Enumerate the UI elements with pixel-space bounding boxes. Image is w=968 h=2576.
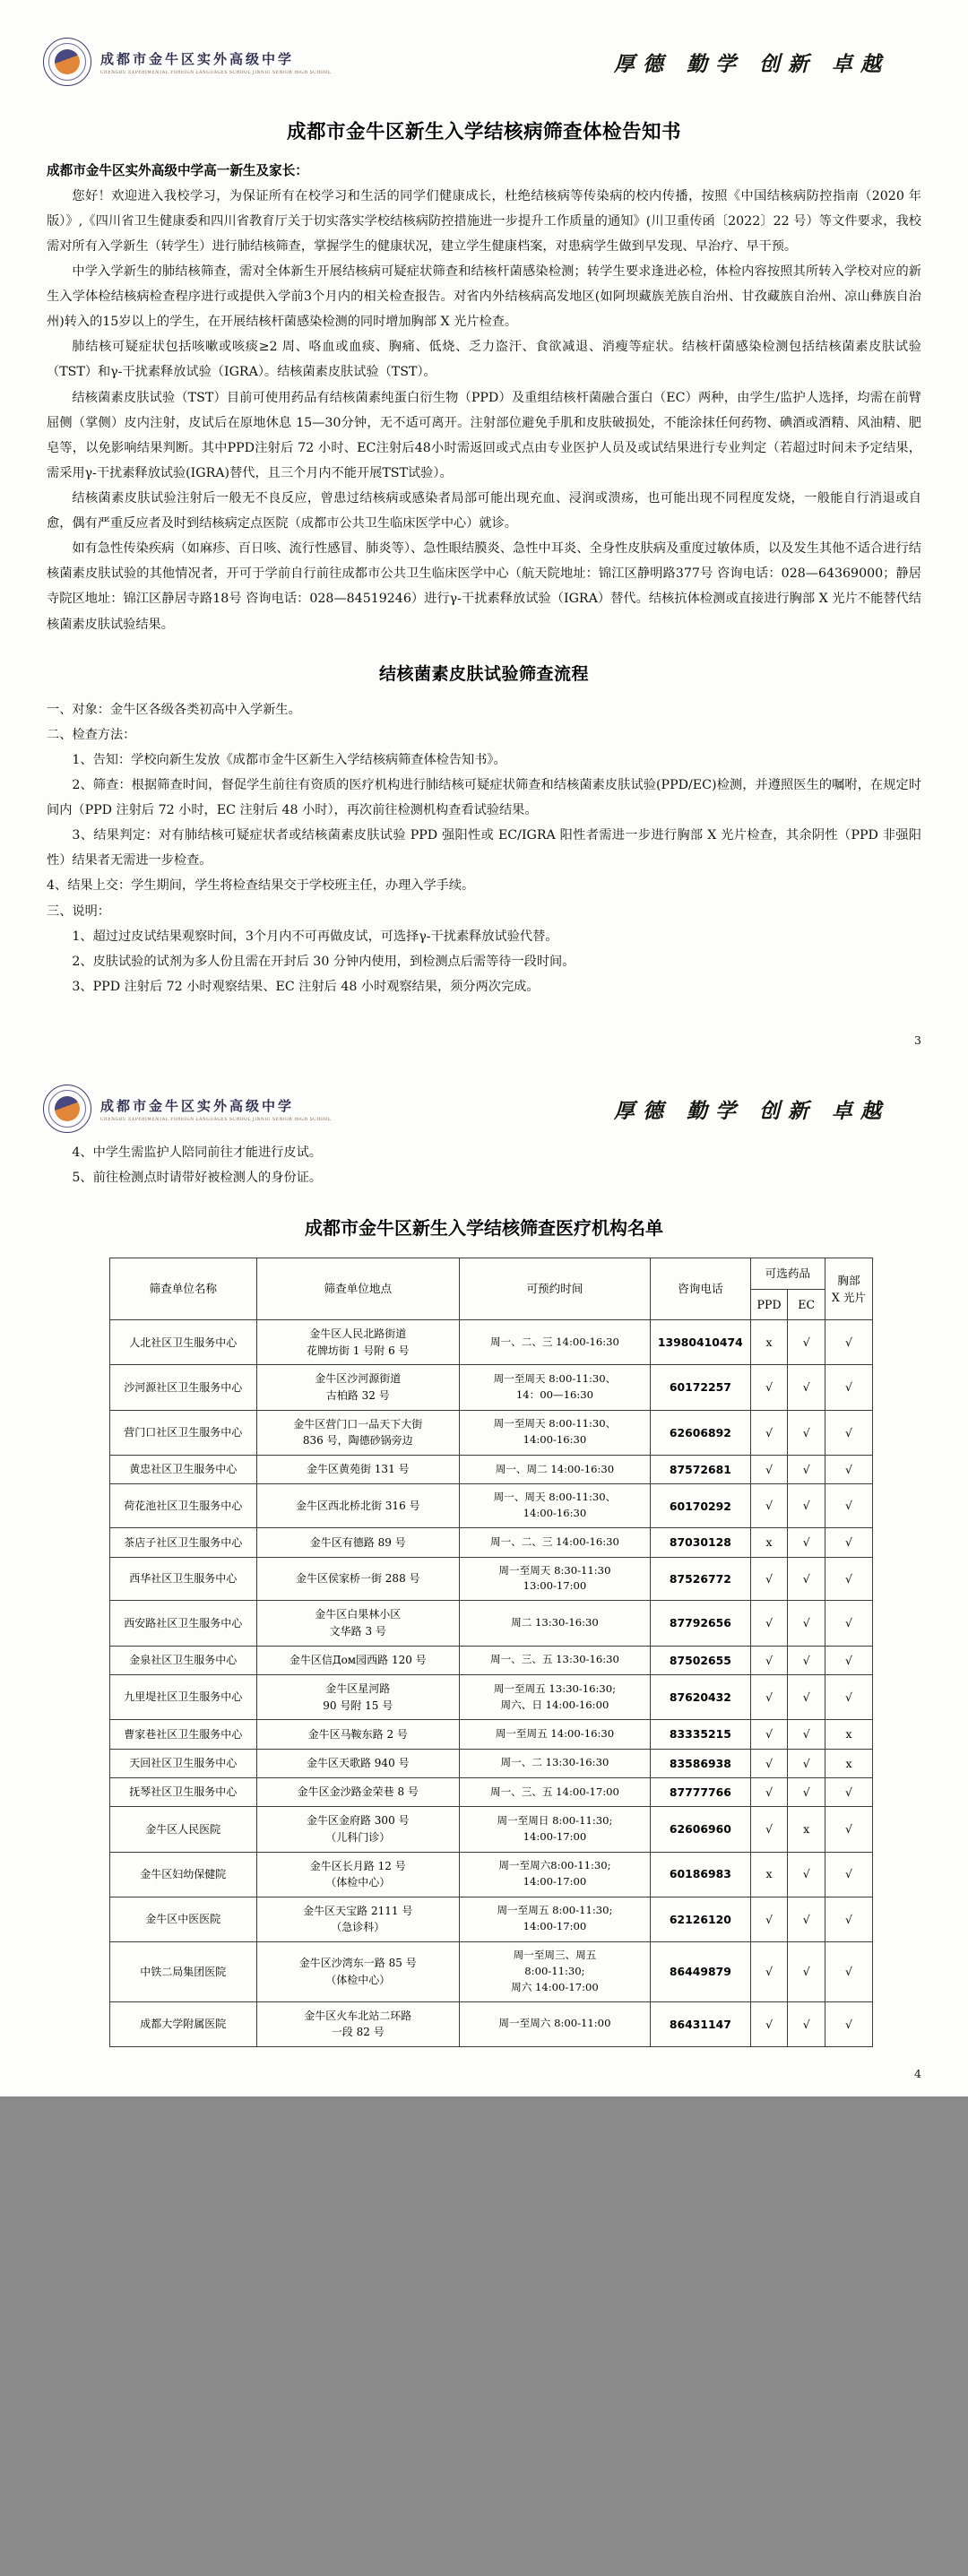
process-section-title: 结核菌素皮肤试验筛查流程 <box>378 663 589 684</box>
cell-xray-available: √ <box>825 1365 872 1410</box>
cell-institution-name: 金牛区中医医院 <box>110 1897 257 1941</box>
cell-ppd-available: √ <box>750 1410 788 1455</box>
table-row <box>110 1557 873 1601</box>
school-motto: 厚德 勤学 创新 卓越 <box>613 51 889 76</box>
paragraph-2: 中学入学新生的肺结核筛查，需对全体新生开展结核病可疑症状筛查和结核杆菌感染检测；转学生要求逢进必检，体检内容按照其所转入学校对应的新生入学体检结核病检查程序进行或提供入学前3个月内的相关检查报告。对省内外结核病高发地区(如阿坝藏族羌族自治州、甘孜藏族自治州、凉山彝族自治州)转入的15岁以上的学生，在开展结核杆菌感染检测的同时增加胸部 X 光片检查。 <box>47 264 921 330</box>
school-logo <box>43 38 332 86</box>
cell-available-time: 周一、三、五 13:30-16:30 <box>459 1646 650 1674</box>
process-item-2: 二、检查方法： <box>47 727 136 742</box>
page-1 <box>0 0 968 1047</box>
cell-xray-available: √ <box>825 1320 872 1365</box>
school-name-block <box>100 49 332 75</box>
cell-xray-available: √ <box>825 1646 872 1674</box>
cell-institution-name: 天回社区卫生服务中心 <box>110 1749 257 1777</box>
cell-ppd-available: √ <box>750 1484 788 1528</box>
cell-phone: 87777766 <box>651 1777 751 1806</box>
cell-institution-name: 抚琴社区卫生服务中心 <box>110 1777 257 1806</box>
cell-available-time: 周一至周日 8:00-11:30; 14:00-17:00 <box>459 1807 650 1852</box>
table-row <box>110 1410 873 1455</box>
cell-institution-address: 金牛区黄苑街 131 号 <box>256 1455 459 1483</box>
cell-phone: 87502655 <box>651 1646 751 1674</box>
cell-institution-address: 金牛区营门口一品天下大街 836 号，陶德砂锅旁边 <box>256 1410 459 1455</box>
paragraph-4: 结核菌素皮肤试验（TST）目前可使用药品有结核菌素纯蛋白衍生物（PPD）及重组结核杆菌融合蛋白（EC）两种，由学生/监护人选择，均需在前臂屈侧（掌侧）皮内注射，皮试后在原地休息 15—30分钟，无不适可离开。注射部位避免手肌和皮肤破损处，不能涂抹任何药物、碘酒或酒精、风油精、肥皂等，以免影响结果判断。其中PPD注射后 72 小时、EC注射后48小时需返回或式点由专业医护人员及或试结果进行专业判定（若超过时间未予定结果，需采用γ-干扰素释放试验(IGRA)替代，且三个月内不能开展TST试验）。 <box>47 390 921 480</box>
cell-available-time: 周一至周五 13:30-16:30; 周六、日 14:00-16:00 <box>459 1675 650 1720</box>
table-row <box>110 1897 873 1941</box>
page1-body <box>0 159 968 637</box>
letterhead <box>0 0 968 93</box>
process-item-4: 2、筛查：根据筛查时间，督促学生前往有资质的医疗机构进行肺结核可疑症状筛查和结核菌素皮肤试验(PPD/EC)检测，并遵照医生的嘱咐，在规定时间内（PPD 注射后 72 小时，EC 注射后 48 小时），再次前往检测机构查看试验结果。 <box>47 778 921 818</box>
cell-institution-name: 营门口社区卫生服务中心 <box>110 1410 257 1455</box>
school-name-en: CHENGDU EXPERIMENTAL FOREIGN LANGUAGES SCHOOL JINNIU SENIOR HIGH SCHOOL <box>100 70 332 75</box>
cell-institution-address: 金牛区沙湾东一路 85 号 （体检中心） <box>256 1941 459 2001</box>
cell-ppd-available: √ <box>750 1897 788 1941</box>
cell-xray-available: √ <box>825 1941 872 2001</box>
cell-xray-available: √ <box>825 1807 872 1852</box>
cell-institution-name: 荷花池社区卫生服务中心 <box>110 1484 257 1528</box>
note-item-4: 4、中学生需监护人陪同前往才能进行皮试。 <box>72 1145 322 1160</box>
cell-institution-address: 金牛区沙河源街道 古柏路 32 号 <box>256 1365 459 1410</box>
cell-institution-name: 人北社区卫生服务中心 <box>110 1320 257 1365</box>
cell-institution-address: 金牛区马鞍东路 2 号 <box>256 1720 459 1749</box>
process-item-10: 3、PPD 注射后 72 小时观察结果、EC 注射后 48 小时观察结果，须分两次完成。 <box>72 979 540 994</box>
cell-phone: 86431147 <box>651 2001 751 2046</box>
school-motto-page2: 厚德 勤学 创新 卓越 <box>613 1098 889 1123</box>
cell-phone: 83335215 <box>651 1720 751 1749</box>
cell-xray-available: √ <box>825 1410 872 1455</box>
table-row <box>110 1601 873 1646</box>
cell-phone: 62606892 <box>651 1410 751 1455</box>
cell-ec-available: √ <box>788 1484 825 1528</box>
cell-xray-available: √ <box>825 1675 872 1720</box>
cell-ppd-available: x <box>750 1528 788 1557</box>
th-xray-line1: 胸部 <box>837 1273 860 1287</box>
cell-institution-address: 金牛区火车北站二环路 一段 82 号 <box>256 2001 459 2046</box>
seal-inner-emblem-page2 <box>55 1096 80 1121</box>
school-name-cn-page2: 成都市金牛区实外高级中学 <box>100 1097 295 1114</box>
table-row <box>110 1807 873 1852</box>
cell-ppd-available: √ <box>750 1646 788 1674</box>
cell-available-time: 周一至周天 8:30-11:30 13:00-17:00 <box>459 1557 650 1601</box>
cell-institution-name: 黄忠社区卫生服务中心 <box>110 1455 257 1483</box>
cell-xray-available: √ <box>825 1484 872 1528</box>
cell-institution-name: 金牛区妇幼保健院 <box>110 1852 257 1897</box>
cell-institution-address: 金牛区西北桥北街 316 号 <box>256 1484 459 1528</box>
th-drug-group: 可选药品 <box>750 1258 825 1290</box>
cell-institution-name: 茶店子社区卫生服务中心 <box>110 1528 257 1557</box>
cell-ppd-available: √ <box>750 2001 788 2046</box>
cell-ec-available: √ <box>788 1601 825 1646</box>
table-row <box>110 1749 873 1777</box>
process-item-9: 2、皮肤试验的试剂为多人份且需在开封后 30 分钟内使用，到检测点后需等待一段时间。 <box>72 954 575 969</box>
table-row <box>110 1720 873 1749</box>
cell-institution-address: 金牛区长月路 12 号 （体检中心） <box>256 1852 459 1897</box>
cell-available-time: 周一至周六 8:00-11:00 <box>459 2001 650 2046</box>
salutation: 成都市金牛区实外高级中学高一新生及家长： <box>47 163 308 178</box>
cell-phone: 60170292 <box>651 1484 751 1528</box>
cell-ec-available: x <box>788 1807 825 1852</box>
cell-institution-name: 沙河源社区卫生服务中心 <box>110 1365 257 1410</box>
table-row <box>110 1365 873 1410</box>
cell-ppd-available: √ <box>750 1455 788 1483</box>
cell-ec-available: √ <box>788 2001 825 2046</box>
cell-institution-address: 金牛区白果林小区 文华路 3 号 <box>256 1601 459 1646</box>
cell-institution-address: 金牛区天歌路 940 号 <box>256 1749 459 1777</box>
page-number-1: 3 <box>914 1033 921 1047</box>
cell-institution-address: 金牛区金府路 300 号 （儿科门诊） <box>256 1807 459 1852</box>
cell-ppd-available: √ <box>750 1601 788 1646</box>
process-item-6: 4、结果上交：学生期间，学生将检查结果交于学校班主任，办理入学手续。 <box>47 878 475 894</box>
table-row <box>110 1455 873 1483</box>
table-row <box>110 1852 873 1897</box>
paragraph-3: 肺结核可疑症状包括咳嗽或咳痰≥2 周、咯血或血痰、胸痛、低烧、乏力盗汗、食欲减退、消瘦等症状。结核杆菌感染检测包括结核菌素皮肤试验（TST）和γ-干扰素释放试验（IGRA）。结核菌素皮肤试验（TST）。 <box>47 340 921 380</box>
th-time: 可预约时间 <box>459 1258 650 1320</box>
cell-ppd-available: √ <box>750 1557 788 1601</box>
cell-ec-available: √ <box>788 1455 825 1483</box>
cell-phone: 86449879 <box>651 1941 751 2001</box>
cell-available-time: 周一至周五 8:00-11:30; 14:00-17:00 <box>459 1897 650 1941</box>
cell-institution-address: 金牛区有德路 89 号 <box>256 1528 459 1557</box>
cell-phone: 87526772 <box>651 1557 751 1601</box>
cell-phone: 60186983 <box>651 1852 751 1897</box>
cell-institution-name: 西华社区卫生服务中心 <box>110 1557 257 1601</box>
cell-ec-available: √ <box>788 1777 825 1806</box>
cell-institution-address: 金牛区人民北路街道 花牌坊街 1 号附 6 号 <box>256 1320 459 1365</box>
school-seal-icon <box>43 38 91 86</box>
th-name: 筛查单位名称 <box>110 1258 257 1320</box>
institution-table <box>109 1258 873 2047</box>
letterhead-page2 <box>0 1047 968 1140</box>
cell-phone: 62606960 <box>651 1807 751 1852</box>
th-tel: 咨询电话 <box>651 1258 751 1320</box>
cell-ec-available: √ <box>788 1646 825 1674</box>
cell-ec-available: √ <box>788 1852 825 1897</box>
table-row <box>110 1484 873 1528</box>
cell-institution-name: 西安路社区卫生服务中心 <box>110 1601 257 1646</box>
cell-available-time: 周一、周二 14:00-16:30 <box>459 1455 650 1483</box>
cell-ec-available: √ <box>788 1897 825 1941</box>
cell-xray-available: √ <box>825 1557 872 1601</box>
note-item-5: 5、前往检测点时请带好被检测人的身份证。 <box>72 1171 322 1186</box>
cell-xray-available: √ <box>825 1601 872 1646</box>
cell-ppd-available: x <box>750 1852 788 1897</box>
cell-ec-available: √ <box>788 1528 825 1557</box>
cell-available-time: 周一至周天 8:00-11:30、 14：00—16:30 <box>459 1365 650 1410</box>
th-xray <box>825 1258 872 1320</box>
table-row <box>110 1646 873 1674</box>
process-item-3: 1、告知：学校向新生发放《成都市金牛区新生入学结核病筛查体检告知书》。 <box>72 752 506 767</box>
table-row <box>110 1320 873 1365</box>
cell-ec-available: √ <box>788 1320 825 1365</box>
cell-ec-available: √ <box>788 1675 825 1720</box>
school-seal-icon-page2 <box>43 1085 91 1133</box>
cell-available-time: 周一至周三、周五 8:00-11:30; 周六 14:00-17:00 <box>459 1941 650 2001</box>
institution-table-wrap <box>0 1258 968 2047</box>
cell-available-time: 周一、周天 8:00-11:30、 14:00-16:30 <box>459 1484 650 1528</box>
cell-ec-available: √ <box>788 1720 825 1749</box>
school-name-block-page2 <box>100 1096 332 1122</box>
cell-institution-address: 金牛区侯家桥一街 288 号 <box>256 1557 459 1601</box>
notes-continued <box>0 1140 968 1190</box>
cell-phone: 87792656 <box>651 1601 751 1646</box>
cell-ec-available: √ <box>788 1941 825 2001</box>
process-item-5: 3、结果判定：对有肺结核可疑症状者或结核菌素皮肤试验 PPD 强阳性或 EC/IGRA 阳性者需进一步进行胸部 X 光片检查，其余阴性（PPD 非强阳性）结果者无需进一步检查。 <box>47 828 921 869</box>
cell-ppd-available: √ <box>750 1807 788 1852</box>
cell-xray-available: x <box>825 1749 872 1777</box>
cell-ppd-available: √ <box>750 1675 788 1720</box>
cell-institution-address: 金牛区金沙路金荣巷 8 号 <box>256 1777 459 1806</box>
cell-available-time: 周一、二 13:30-16:30 <box>459 1749 650 1777</box>
paragraph-6: 如有急性传染疾病（如麻疹、百日咳、流行性感冒、肺炎等）、急性眼结膜炎、急性中耳炎、全身性皮肤病及重度过敏体质，以及发生其他不适合进行结核菌素皮肤试验的其他情况者，开可于学前自行前往成都市公共卫生临床医学中心（航天院地址：锦江区静明路377号 咨询电话：028—64369000；静居寺院区地址：锦江区静居寺路18号 咨询电话：028—84519246）进行γ-干扰素释放试验（IGRA）替代。结核抗体检测或直接进行胸部 X 光片不能替代结核菌素皮肤试验结果。 <box>47 541 921 632</box>
school-name-cn: 成都市金牛区实外高级中学 <box>100 50 295 67</box>
cell-institution-name: 中铁二局集团医院 <box>110 1941 257 2001</box>
cell-institution-name: 九里堤社区卫生服务中心 <box>110 1675 257 1720</box>
table-title: 成都市金牛区新生入学结核筛查医疗机构名单 <box>305 1217 663 1240</box>
cell-institution-name: 曹家巷社区卫生服务中心 <box>110 1720 257 1749</box>
cell-phone: 83586938 <box>651 1749 751 1777</box>
th-xray-line2: X 光片 <box>831 1291 867 1305</box>
cell-ec-available: √ <box>788 1410 825 1455</box>
cell-institution-address: 金牛区天宝路 2111 号 （急诊科） <box>256 1897 459 1941</box>
seal-inner-emblem <box>55 49 80 74</box>
cell-ppd-available: √ <box>750 1941 788 2001</box>
cell-institution-name: 金泉社区卫生服务中心 <box>110 1646 257 1674</box>
cell-phone: 87620432 <box>651 1675 751 1720</box>
table-row <box>110 1528 873 1557</box>
cell-phone: 87030128 <box>651 1528 751 1557</box>
cell-xray-available: √ <box>825 1852 872 1897</box>
cell-ppd-available: √ <box>750 1777 788 1806</box>
process-item-7: 三、说明： <box>47 903 110 919</box>
paragraph-5: 结核菌素皮肤试验注射后一般无不良反应，曾患过结核病或感染者局部可能出现充血、浸润或溃疡，也可能出现不同程度发烧，一般能自行消退或自愈，偶有严重反应者及时到结核病定点医院（成都市公共卫生临床医学中心）就诊。 <box>47 491 921 532</box>
table-row <box>110 2001 873 2046</box>
cell-available-time: 周一至周六8:00-11:30; 14:00-17:00 <box>459 1852 650 1897</box>
cell-phone: 13980410474 <box>651 1320 751 1365</box>
cell-ec-available: √ <box>788 1749 825 1777</box>
school-name-en-page2: CHENGDU EXPERIMENTAL FOREIGN LANGUAGES SCHOOL JINNIU SENIOR HIGH SCHOOL <box>100 1117 332 1122</box>
cell-available-time: 周一、二、三 14:00-16:30 <box>459 1320 650 1365</box>
cell-xray-available: x <box>825 1720 872 1749</box>
table-row <box>110 1941 873 2001</box>
page-title: 成都市金牛区新生入学结核病筛查体检告知书 <box>286 121 681 143</box>
page-number-2: 4 <box>914 2066 921 2080</box>
cell-xray-available: √ <box>825 1777 872 1806</box>
table-head <box>110 1258 873 1320</box>
cell-ec-available: √ <box>788 1365 825 1410</box>
cell-xray-available: √ <box>825 2001 872 2046</box>
cell-ppd-available: √ <box>750 1720 788 1749</box>
process-list <box>0 697 968 999</box>
cell-ppd-available: √ <box>750 1365 788 1410</box>
table-row <box>110 1777 873 1806</box>
cell-xray-available: √ <box>825 1897 872 1941</box>
cell-available-time: 周二 13:30-16:30 <box>459 1601 650 1646</box>
cell-xray-available: √ <box>825 1455 872 1483</box>
school-logo-page2 <box>43 1085 332 1133</box>
table-header-row-1 <box>110 1258 873 1290</box>
process-item-8: 1、超过过皮试结果观察时间，3个月内不可再做皮试，可选择γ-干扰素释放试验代替。 <box>72 929 558 944</box>
cell-institution-address: 金牛区星河路 90 号附 15 号 <box>256 1675 459 1720</box>
th-ec: EC <box>788 1289 825 1320</box>
table-body <box>110 1320 873 2047</box>
cell-available-time: 周一至周天 8:00-11:30、 14:00-16:30 <box>459 1410 650 1455</box>
cell-institution-name: 成都大学附属医院 <box>110 2001 257 2046</box>
cell-xray-available: √ <box>825 1528 872 1557</box>
table-row <box>110 1675 873 1720</box>
cell-ppd-available: √ <box>750 1749 788 1777</box>
cell-phone: 62126120 <box>651 1897 751 1941</box>
cell-available-time: 周一、二、三 14:00-16:30 <box>459 1528 650 1557</box>
cell-available-time: 周一至周五 14:00-16:30 <box>459 1720 650 1749</box>
th-address: 筛查单位地点 <box>256 1258 459 1320</box>
th-ppd: PPD <box>750 1289 788 1320</box>
cell-institution-name: 金牛区人民医院 <box>110 1807 257 1852</box>
paragraph-1: 您好！欢迎进入我校学习，为保证所有在校学习和生活的同学们健康成长，杜绝结核病等传染病的校内传播，按照《中国结核病防控指南（2020 年版）》,《四川省卫生健康委和四川省教育厅关于切实落实学校结核病防控措施进一步提升工作质量的通知》(川卫重传函〔2022〕22 号）等文件要求，我校需对所有入学新生（转学生）进行肺结核筛查，掌握学生的健康状况，建立学生健康档案，对患病学生做到早发现、早治疗、早干预。 <box>47 188 921 254</box>
cell-available-time: 周一、三、五 14:00-17:00 <box>459 1777 650 1806</box>
cell-ec-available: √ <box>788 1557 825 1601</box>
cell-phone: 60172257 <box>651 1365 751 1410</box>
cell-ppd-available: x <box>750 1320 788 1365</box>
process-item-1: 一、对象：金牛区各级各类初高中入学新生。 <box>47 702 301 717</box>
page-2 <box>0 1047 968 2096</box>
cell-institution-address: 金牛区信Дом园西路 120 号 <box>256 1646 459 1674</box>
cell-phone: 87572681 <box>651 1455 751 1483</box>
